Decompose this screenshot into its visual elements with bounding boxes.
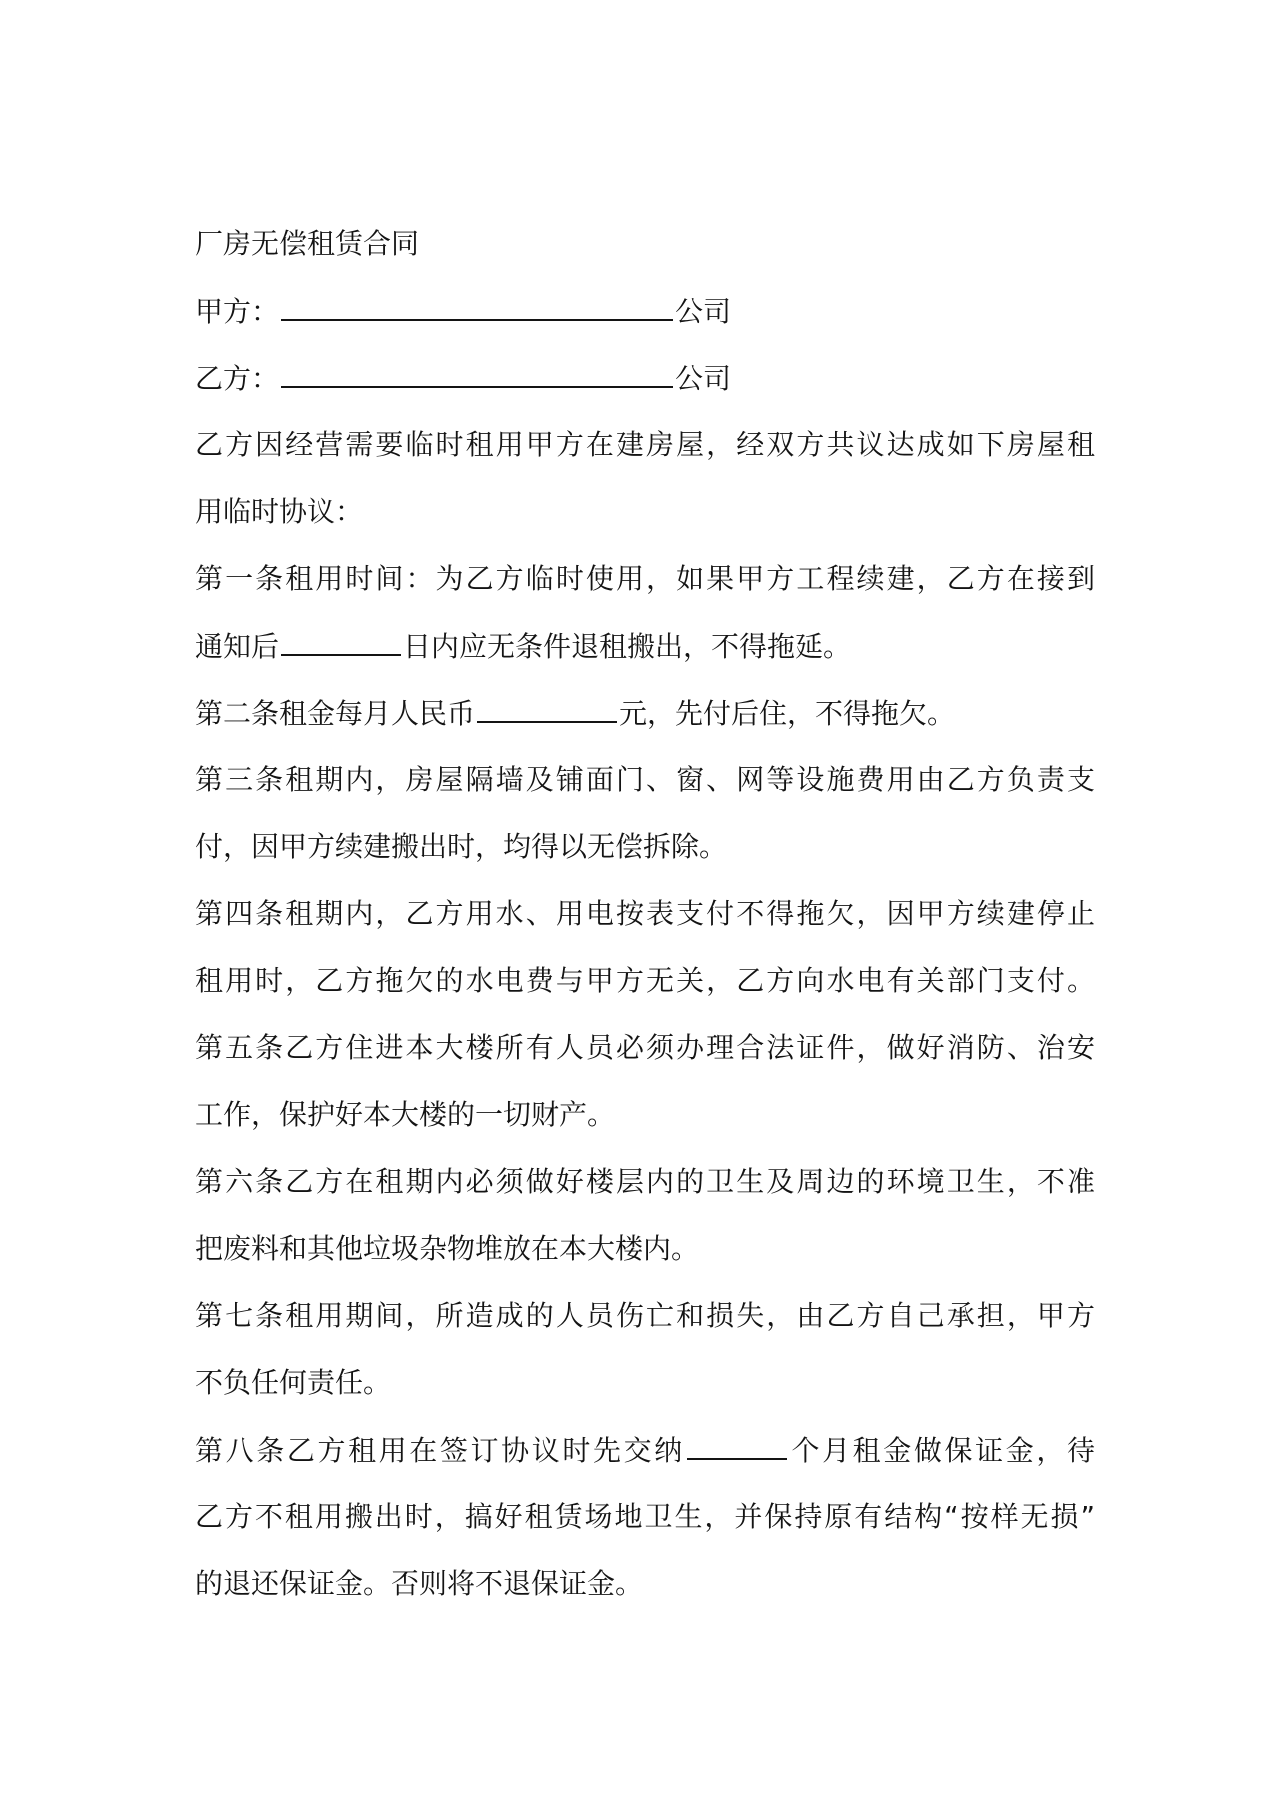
- article-8-months-blank: [687, 1432, 787, 1460]
- article-1-post: 日内应无条件退租搬出，不得拖延。: [403, 630, 852, 663]
- article-2-line: [195, 695, 1095, 762]
- article-1-line-2: [195, 628, 1095, 695]
- intro-line-2: 用临时协议：: [195, 495, 364, 528]
- article-1-line-1: 第一条租用时间：为乙方临时使用，如果甲方工程续建，乙方在接到: [195, 562, 1095, 595]
- party-b-line: [195, 360, 1095, 427]
- article-2-rent-blank: [477, 695, 617, 723]
- intro-line-1: 乙方因经营需要临时租用甲方在建房屋，经双方共议达成如下房屋租: [195, 428, 1095, 461]
- article-6-line-1: 第六条乙方在租期内必须做好楼层内的卫生及周边的环境卫生，不准: [195, 1165, 1095, 1198]
- party-a-suffix: 公司: [675, 295, 732, 328]
- contract-title: 厂房无偿租赁合同: [195, 227, 420, 260]
- article-3-line-2: 付，因甲方续建搬出时，均得以无偿拆除。: [195, 830, 728, 863]
- party-b-label: 乙方：: [195, 362, 280, 395]
- contract-page: [195, 226, 1095, 1633]
- article-8-pre: 第八条乙方租用在签订协议时先交纳: [195, 1434, 685, 1467]
- article-5-line-2: 工作，保护好本大楼的一切财产。: [195, 1098, 616, 1131]
- article-8-line-2: 乙方不租用搬出时，搞好租赁场地卫生，并保持原有结构“按样无损”: [195, 1500, 1095, 1533]
- article-2-pre: 第二条租金每月人民币: [195, 697, 476, 730]
- article-4-line-1: 第四条租期内，乙方用水、用电按表支付不得拖欠，因甲方续建停止: [195, 897, 1095, 930]
- article-7-line-1: 第七条租用期间，所造成的人员伤亡和损失，由乙方自己承担，甲方: [195, 1299, 1095, 1332]
- article-8-post: 个月租金做保证金，待: [788, 1434, 1095, 1467]
- party-a-blank: [281, 293, 673, 321]
- article-8-line-1: [195, 1432, 1095, 1499]
- article-8-line-3: 的退还保证金。否则将不退保证金。: [195, 1567, 644, 1600]
- party-b-blank: [281, 360, 673, 388]
- article-6-line-2: 把废料和其他垃圾杂物堆放在本大楼内。: [195, 1232, 700, 1265]
- article-2-post: 元，先付后住，不得拖欠。: [619, 697, 956, 730]
- article-4-line-2: 租用时，乙方拖欠的水电费与甲方无关，乙方向水电有关部门支付。: [195, 964, 1095, 997]
- party-a-label: 甲方：: [195, 295, 280, 328]
- party-a-line: [195, 293, 1095, 360]
- article-5-line-1: 第五条乙方住进本大楼所有人员必须办理合法证件，做好消防、治安: [195, 1031, 1095, 1064]
- party-b-suffix: 公司: [675, 362, 732, 395]
- article-1-pre: 通知后: [195, 630, 280, 663]
- article-3-line-1: 第三条租期内，房屋隔墙及铺面门、窗、网等设施费用由乙方负责支: [195, 763, 1095, 796]
- article-1-days-blank: [281, 628, 401, 656]
- article-7-line-2: 不负任何责任。: [195, 1366, 392, 1399]
